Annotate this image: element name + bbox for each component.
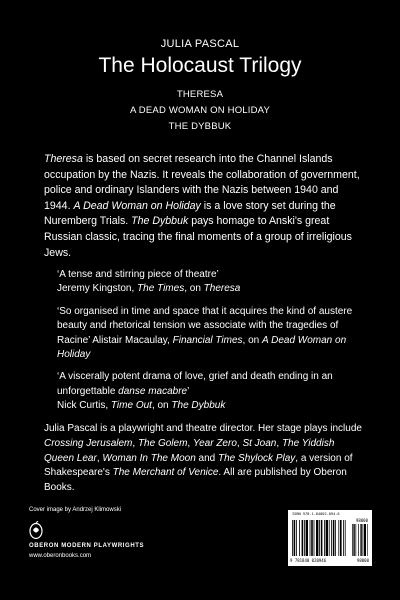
oberon-logo-icon [29,521,43,539]
website-link[interactable]: www.oberonbooks.com [29,553,92,559]
attribution-text: , on [242,334,263,346]
bio-text: , a version of Shakespeare's [44,452,353,479]
header [0,38,400,135]
play-title: THE DYBBUK [168,121,232,132]
ean-digits: 9 781840 020946 [290,558,327,563]
blurb-text: is a love story set during the Nuremberg Trials. [44,199,336,228]
price-code: 98000 [355,518,368,523]
quote-text [57,305,362,363]
bio-text: , [132,437,138,449]
play-name: A Dead Woman on Holiday [73,199,201,212]
quote-body: ‘A viscerally potent drama of love, grief and death ending in an unforgettable [57,371,333,397]
isbn-label: ISBN 978-1-84002-094-6 [292,512,340,516]
play-name: Year Zero [192,437,237,449]
play-name: The Shylock Play [218,452,296,464]
cover-credit: Cover image by Andrzej Klimowski [29,507,122,513]
play-list [0,87,400,135]
review-quote [57,305,362,363]
play-name: Crossing Jerusalem [44,437,133,449]
play-name: Theresa [44,153,83,165]
critic-name: Jeremy Kingston, [57,283,138,295]
author-name: JULIA PASCAL [160,38,240,50]
addon-digits: 98000 [356,558,369,563]
bio-text: , [276,437,282,449]
review-quote [57,370,362,413]
blurb-text: is based on secret research into the Channel Islands occupation by the Nazis. It reveals the collaboration of government, police and ordinary Islanders with the Nazis between 1940 and 1944. [44,153,360,212]
bio-text: and [195,452,219,464]
play-name: St Joan [242,437,277,449]
barcode [288,510,372,566]
quote-text: ‘A tense and stirring piece of theatre’ [57,269,219,280]
barcode-bars [292,520,368,556]
play-name: The Golem [137,437,188,449]
play-name: A Dead Woman on Holiday [57,334,347,361]
bio-text: . All are published by Oberon Books. [44,467,347,494]
quote-text [57,370,362,399]
play-name: Theresa [203,283,241,295]
quote-body: ’ [187,385,190,397]
bio-text: , [96,452,103,464]
publication: Time Out [110,400,152,412]
play-name: The Merchant of Venice [112,467,219,479]
series-name: OBERON MODERN PLAYWRIGHTS [29,543,145,549]
critic-name: Nick Curtis, [57,400,111,412]
quote-attribution [57,282,362,296]
review-quotes [57,268,362,422]
publication: The Times [137,283,185,295]
blurb-text: pays homage to Anski's great Russian classic, tracing the final moments of a group of irreligious Jews. [44,215,352,259]
blurb-paragraph [44,152,362,261]
play-name: The Yiddish Queen Lear [44,437,335,464]
play-title: A DEAD WOMAN ON HOLIDAY [129,105,271,116]
play-name: Woman In The Moon [102,452,196,464]
bio-text: , [236,437,243,449]
play-name: The Dybbuk [131,215,189,228]
attribution-text: , on [151,400,172,412]
play-name: The Dybbuk [171,400,226,412]
publication: Financial Times [172,334,243,346]
book-title: The Holocaust Trilogy [98,54,302,77]
bio-text: , [187,437,193,449]
quote-body: ‘So organised in time and space that it acquires the kind of austere beauty and rhetorical tension we associate with the tragedies of Racine’ Alistair Macaulay, [57,305,353,346]
bio-text: Julia Pascal is a playwright and theatre director. Her stage plays include [44,423,362,434]
author-bio [44,422,362,496]
attribution-text: , on [184,283,204,295]
review-quote [57,268,362,297]
quote-italic: danse macabre [118,385,188,397]
quote-attribution [57,399,362,413]
play-title: THERESA [176,89,224,100]
